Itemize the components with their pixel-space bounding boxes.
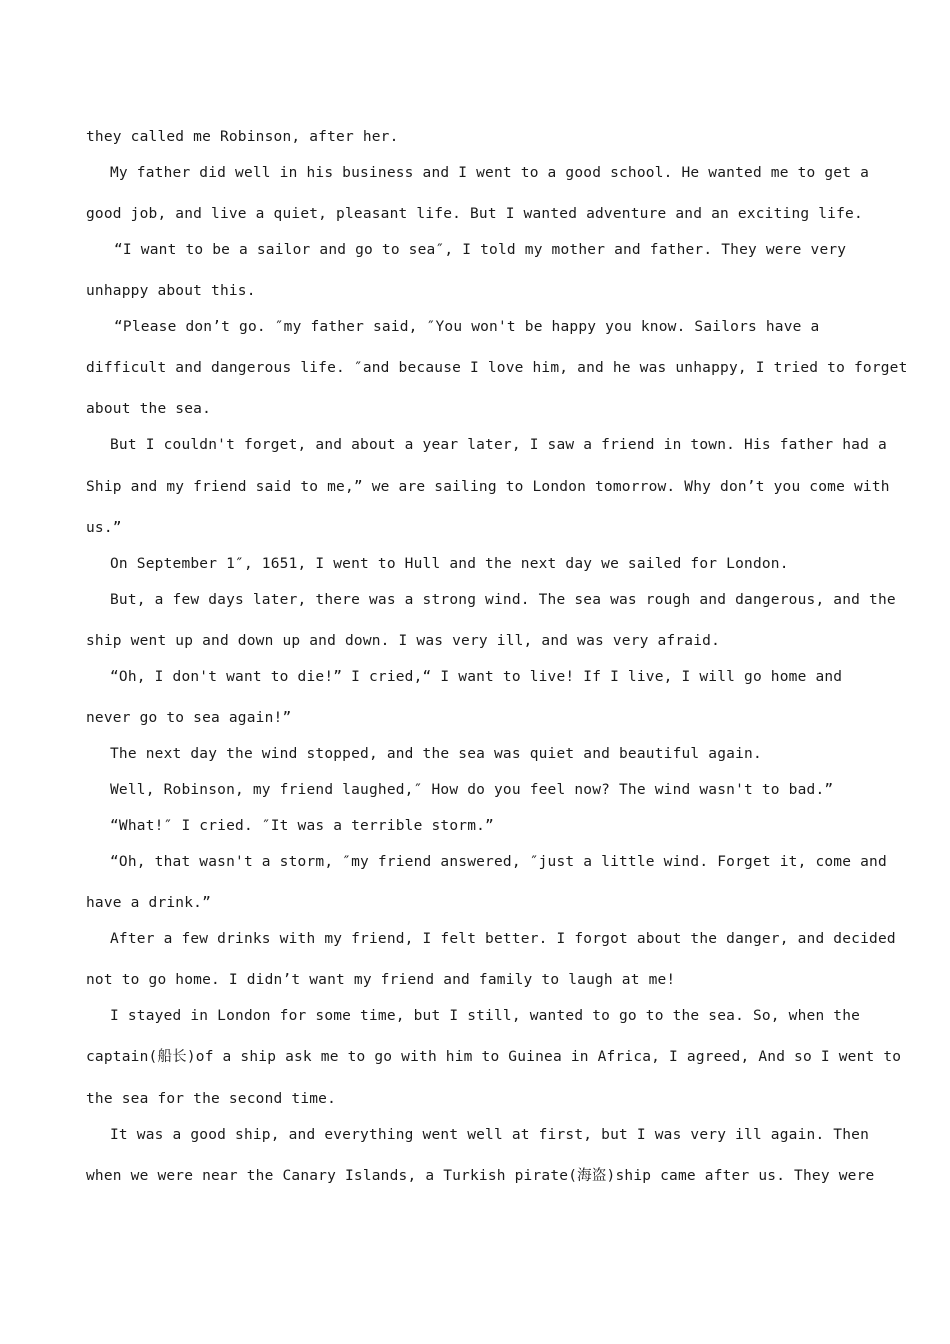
text-line: “Oh, I don't want to die!” I cried,“ I want to live! If I live, I will go home and <box>110 669 843 685</box>
text-line: On September 1″, 1651, I went to Hull and the next day we sailed for London. <box>110 556 789 572</box>
text-line: It was a good ship, and everything went well at first, but I was very ill again. Then <box>110 1127 870 1143</box>
text-line: difficult and dangerous life. ″and because I love him, and he was unhappy, I tried to forget <box>86 360 908 376</box>
text-line: good job, and live a quiet, pleasant life. But I wanted adventure and an exciting life. <box>86 206 863 222</box>
text-line: when we were near the Canary Islands, a Turkish pirate(海盗)ship came after us. They were <box>86 1168 875 1184</box>
text-line: Well, Robinson, my friend laughed,″ How do you feel now? The wind wasn't to bad.” <box>110 782 834 798</box>
text-line: about the sea. <box>86 401 212 417</box>
text-line: But I couldn't forget, and about a year later, I saw a friend in town. His father had a <box>110 437 887 453</box>
text-line: never go to sea again!” <box>86 710 292 726</box>
text-line: the sea for the second time. <box>86 1091 337 1107</box>
text-line: My father did well in his business and I went to a good school. He wanted me to get a <box>110 165 870 181</box>
text-line: “Please don’t go. ″my father said, ″You won't be happy you know. Sailors have a <box>114 319 820 335</box>
text-line: I stayed in London for some time, but I still, wanted to go to the sea. So, when the <box>110 1008 861 1024</box>
text-line: But, a few days later, there was a strong wind. The sea was rough and dangerous, and the <box>110 592 896 608</box>
text-line: not to go home. I didn’t want my friend and family to laugh at me! <box>86 972 676 988</box>
text-line: unhappy about this. <box>86 283 256 299</box>
text-line: “I want to be a sailor and go to sea″, I told my mother and father. They were very <box>114 242 847 258</box>
text-line: captain(船长)of a ship ask me to go with him to Guinea in Africa, I agreed, And so I went to <box>86 1049 902 1065</box>
text-line: they called me Robinson, after her. <box>86 129 399 145</box>
text-line: have a drink.” <box>86 895 212 911</box>
text-line: After a few drinks with my friend, I felt better. I forgot about the danger, and decided <box>110 931 896 947</box>
text-line: “Oh, that wasn't a storm, ″my friend answered, ″just a little wind. Forget it, come and <box>110 854 887 870</box>
text-line: Ship and my friend said to me,” we are sailing to London tomorrow. Why don’t you come with <box>86 479 890 495</box>
text-line: The next day the wind stopped, and the sea was quiet and beautiful again. <box>110 746 762 762</box>
text-line: ship went up and down up and down. I was very ill, and was very afraid. <box>86 633 721 649</box>
text-line: “What!″ I cried. ″It was a terrible storm.” <box>110 818 494 834</box>
text-line: us.” <box>86 520 122 536</box>
